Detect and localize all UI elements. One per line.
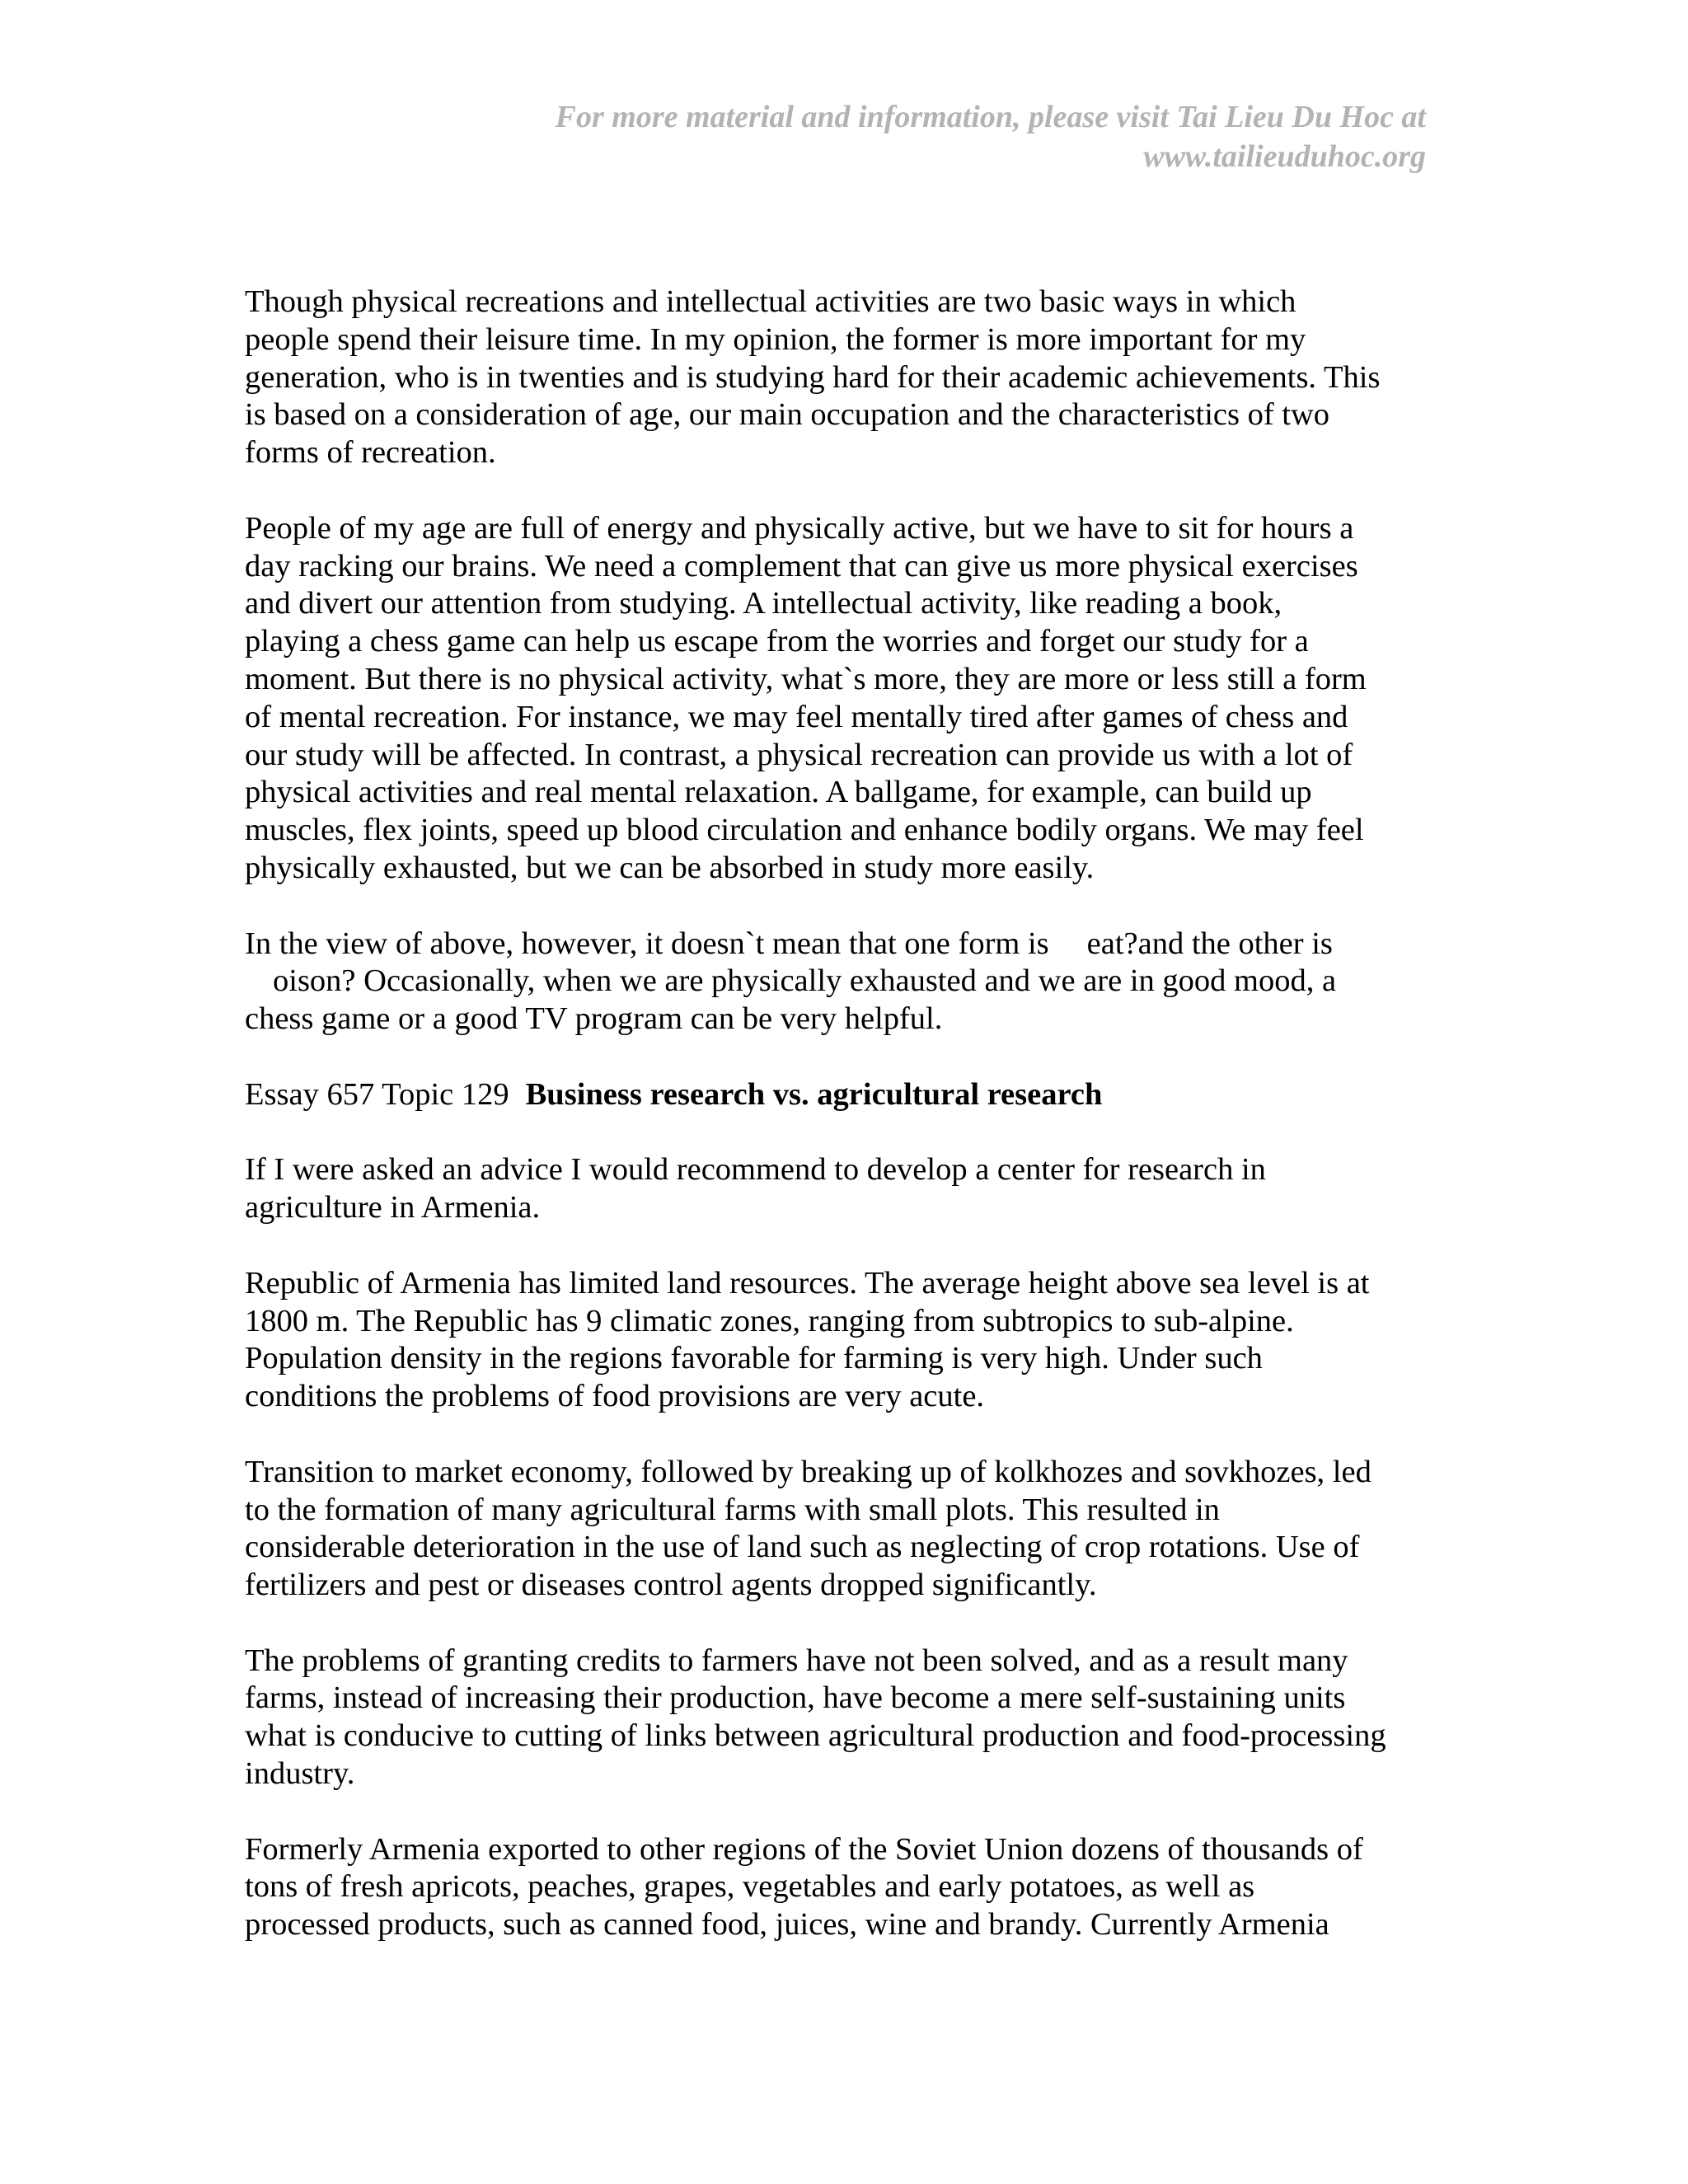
text-line: people spend their leisure time. In my opinion, the former is more important for my [245, 321, 1306, 357]
text-line [245, 926, 1432, 963]
text-line: of mental recreation. For instance, we may feel mentally tired after games of chess and [245, 699, 1348, 734]
text-line: and divert our attention from studying. A intellectual activity, like reading a book, [245, 586, 1282, 621]
text-line: Transition to market economy, followed by breaking up of kolkhozes and sovkhozes, led [245, 1454, 1372, 1489]
text-line: considerable deterioration in the use of land such as neglecting of crop rotations. Use of [245, 1530, 1360, 1565]
text-line: farms, instead of increasing their production, have become a mere self-sustaining units [245, 1680, 1346, 1716]
paragraph-age-energy [245, 510, 1432, 888]
text-segment: In the view of above, however, it doesn`t mean that one form is [245, 926, 1049, 961]
text-line [245, 963, 1432, 1001]
text-line: is based on a consideration of age, our main occupation and the characteristics of two [245, 397, 1330, 433]
page-header [272, 97, 1426, 176]
text-line: moment. But there is no physical activity, what`s more, they are more or less still a form [245, 661, 1367, 696]
text-line: chess game or a good TV program can be very helpful. [245, 1001, 943, 1037]
text-segment: eat?and the other is [1086, 926, 1333, 961]
text-line: generation, who is in twenties and is studying hard for their academic achievements. This [245, 359, 1381, 395]
essay-heading [245, 1076, 1432, 1114]
text-line: People of my age are full of energy and physically active, but we have to sit for hours a [245, 510, 1354, 546]
header-url: www.tailieuduhoc.org [1143, 139, 1426, 174]
paragraph-conclusion [245, 926, 1432, 1038]
text-line: muscles, flex joints, speed up blood circulation and enhance bodily organs. We may feel [245, 813, 1364, 848]
text-line: Though physical recreations and intellectual activities are two basic ways in which [245, 284, 1296, 319]
text-line: fertilizers and pest or diseases control agents dropped significantly. [245, 1568, 1097, 1603]
text-line: what is conducive to cutting of links between agricultural production and food-processing [245, 1718, 1386, 1754]
text-line: agriculture in Armenia. [245, 1190, 541, 1226]
text-line: If I were asked an advice I would recommend to develop a center for research in [245, 1152, 1266, 1188]
essay-title: Business research vs. agricultural research [525, 1076, 1103, 1112]
text-line: Republic of Armenia has limited land resources. The average height above sea level is at [245, 1265, 1370, 1301]
document-body [245, 284, 1432, 1982]
text-line: The problems of granting credits to farmers have not been solved, and as a result many [245, 1643, 1348, 1678]
text-line: physical activities and real mental relaxation. A ballgame, for example, can build up [245, 775, 1312, 810]
text-line: playing a chess game can help us escape from the worries and forget our study for a [245, 624, 1309, 659]
text-line: our study will be affected. In contrast, a physical recreation can provide us with a lot of [245, 737, 1353, 772]
text-line: forms of recreation. [245, 435, 496, 471]
text-line: Formerly Armenia exported to other regions of the Soviet Union dozens of thousands of [245, 1831, 1363, 1867]
essay-label: Essay 657 Topic 129 [245, 1076, 509, 1112]
text-line: tons of fresh apricots, peaches, grapes, vegetables and early potatoes, as well as [245, 1869, 1255, 1905]
paragraph-land-resources [245, 1265, 1432, 1416]
header-line-1: For more material and information, please visit Tai Lieu Du Hoc at [555, 100, 1426, 134]
text-line: conditions the problems of food provisions are very acute. [245, 1379, 985, 1414]
paragraph-market-transition [245, 1454, 1432, 1605]
text-segment: oison? Occasionally, when we are physically exhausted and we are in good mood, a [273, 963, 1337, 999]
text-line: industry. [245, 1756, 355, 1792]
paragraph-credits [245, 1643, 1432, 1793]
text-line: Population density in the regions favorable for farming is very high. Under such [245, 1341, 1263, 1376]
paragraph-intro [245, 284, 1432, 472]
text-line: to the formation of many agricultural farms with small plots. This resulted in [245, 1492, 1220, 1527]
essay-heading-line [245, 1076, 1432, 1114]
text-line: processed products, such as canned food, juices, wine and brandy. Currently Armenia [245, 1907, 1329, 1943]
text-line: 1800 m. The Republic has 9 climatic zones, ranging from subtropics to sub-alpine. [245, 1303, 1294, 1338]
text-line: physically exhausted, but we can be absorbed in study more easily. [245, 850, 1095, 885]
paragraph-exports [245, 1831, 1432, 1944]
paragraph-recommendation [245, 1151, 1432, 1227]
text-line: day racking our brains. We need a complement that can give us more physical exercises [245, 548, 1358, 583]
